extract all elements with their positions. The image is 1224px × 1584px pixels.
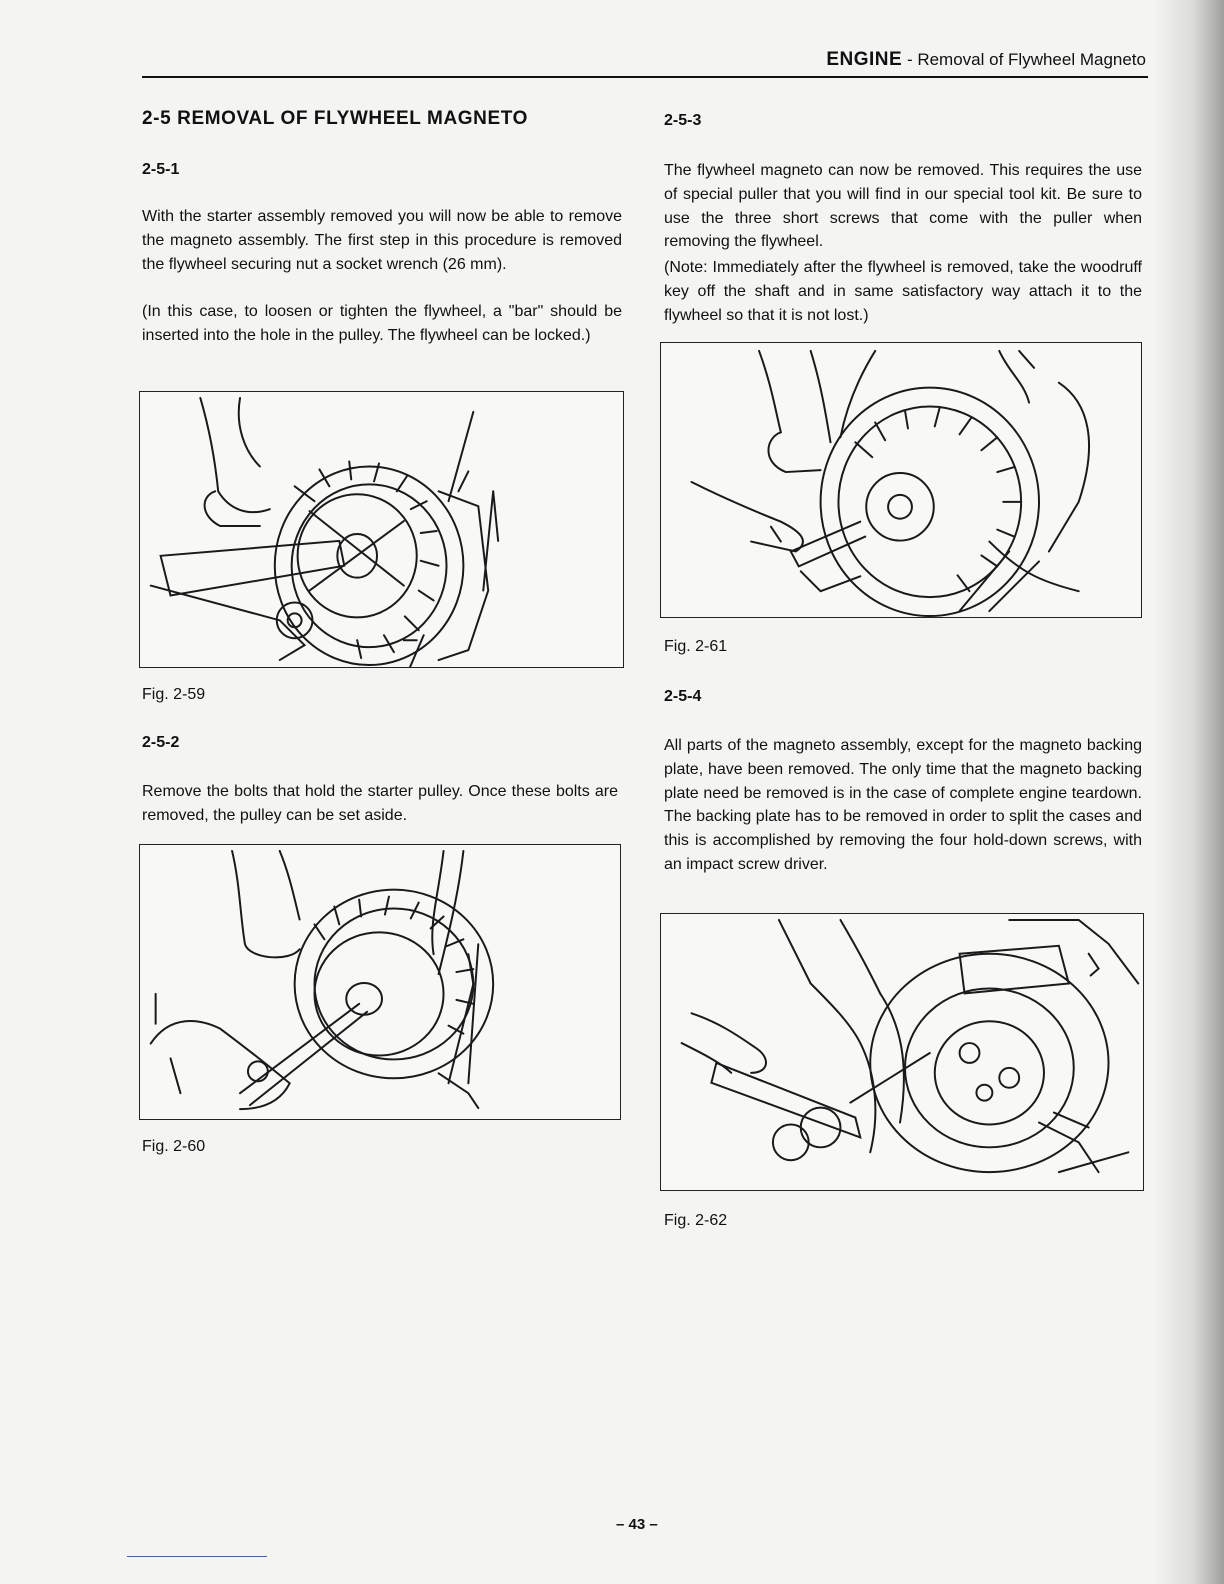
footer-link-underline — [127, 1556, 267, 1557]
caption-fig-2-61: Fig. 2-61 — [664, 638, 728, 655]
page-edge-shadow — [1154, 0, 1224, 1584]
paragraph-2-5-1: With the starter assembly removed you will now be able to remove the magneto assembly. The first step in this procedure is removed the flywheel securing nut a socket wrench (26 mm). — [142, 208, 622, 273]
paragraph-2-5-4: All parts of the magneto assembly, except for the magneto backing plate, have been removed. The only time that the magneto backing plate need be removed is in the case of complete engine teardown. The backing plate has to be removed in order to split the cases and this is accomplished by removing the four hold-down screws, with an impact screw driver. — [664, 737, 1142, 873]
figure-2-61 — [660, 342, 1142, 618]
figure-2-62 — [660, 913, 1144, 1191]
figure-2-60 — [139, 844, 621, 1120]
caption-fig-2-59: Fig. 2-59 — [142, 686, 206, 703]
caption-fig-2-62: Fig. 2-62 — [664, 1212, 728, 1229]
header-rule — [142, 76, 1148, 78]
note-2-5-3: (Note: Immediately after the flywheel is removed, take the woodruff key off the shaft and in same satisfactory way attach it to the flywheel so that it is not lost.) — [664, 259, 1142, 324]
heading-2-5-4: 2-5-4 — [664, 688, 702, 705]
running-header — [826, 49, 1146, 71]
section-title: 2-5 REMOVAL OF FLYWHEEL MAGNETO — [142, 108, 528, 129]
figure-2-59 — [139, 391, 624, 668]
header-section: ENGINE — [826, 49, 903, 70]
header-separator: - — [902, 50, 918, 69]
caption-fig-2-60: Fig. 2-60 — [142, 1138, 206, 1155]
header-subtitle: Removal of Flywheel Magneto — [917, 50, 1146, 69]
heading-2-5-2: 2-5-2 — [142, 734, 180, 751]
paragraph-2-5-2: Remove the bolts that hold the starter pulley. Once these bolts are removed, the pulley can be set aside. — [142, 783, 618, 824]
note-2-5-1: (In this case, to loosen or tighten the flywheel, a "bar" should be inserted into the hole in the pulley. The flywheel can be locked.) — [142, 303, 622, 344]
heading-2-5-1: 2-5-1 — [142, 161, 180, 178]
flywheel-puller-illustration — [661, 343, 1141, 617]
starter-pulley-bolt-removal-illustration — [140, 845, 620, 1119]
page-number: – 43 – — [616, 1516, 658, 1533]
paragraph-2-5-3: The flywheel magneto can now be removed. This requires the use of special puller that you will find in our special tool kit. Be sure to use the three short screws that come with the puller when removing the flywheel. — [664, 162, 1142, 251]
flywheel-nut-removal-illustration — [140, 392, 623, 667]
heading-2-5-3: 2-5-3 — [664, 112, 702, 129]
backing-plate-screw-removal-illustration — [661, 914, 1143, 1190]
